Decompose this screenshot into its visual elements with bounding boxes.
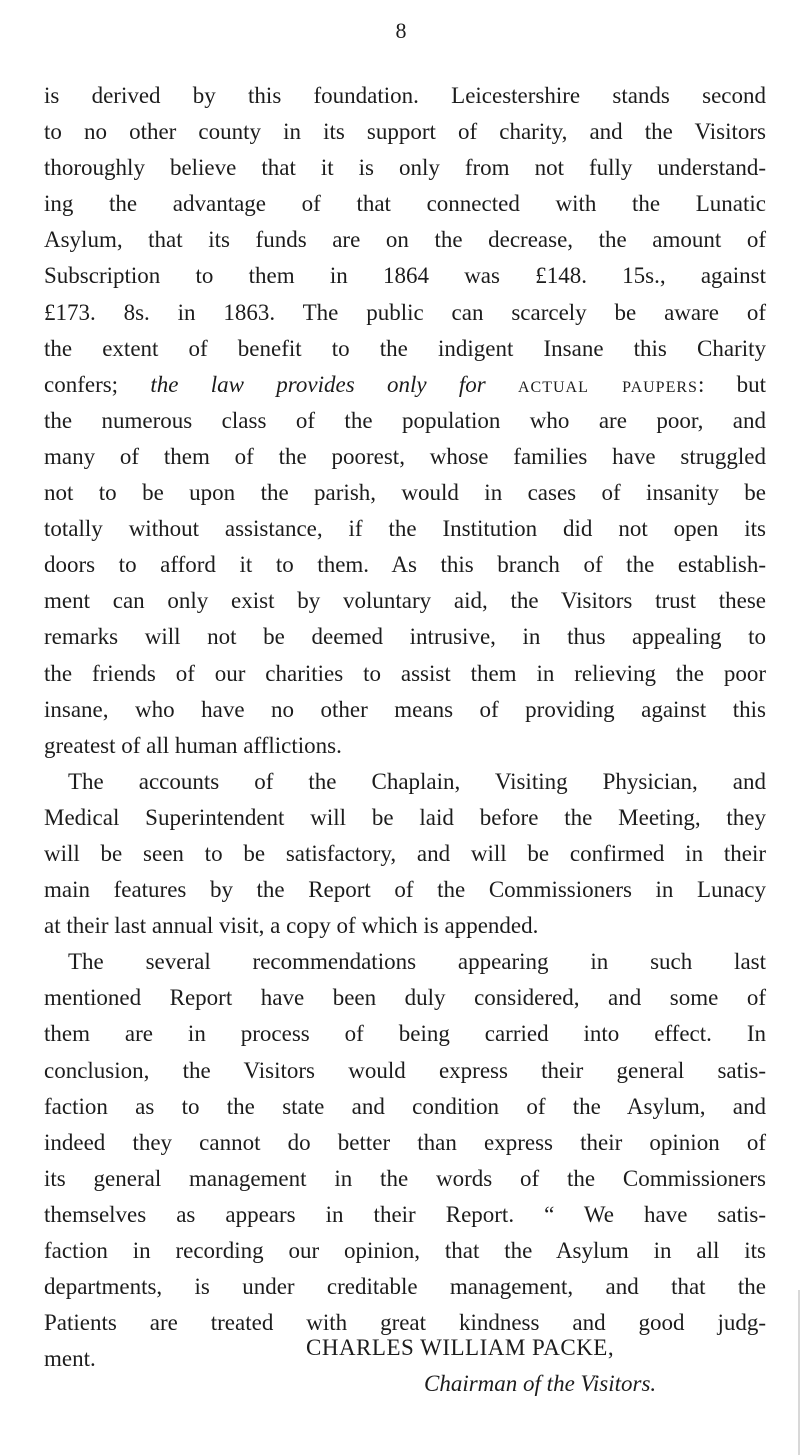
text-line: greatest of all human afflictions. — [44, 732, 342, 758]
text-line: at their last annual visit, a copy of which is appended. — [44, 913, 539, 939]
text-line: Patients are treated with great kindness and good judg- — [44, 1310, 766, 1336]
text-line: conclusion, the Visitors would express their general satis- — [44, 1057, 766, 1083]
report-body — [44, 78, 766, 1377]
text-line: insane, who have no other means of providing against this — [44, 696, 766, 722]
text-line: themselves as appears in their Report. “ We have satis- — [44, 1201, 766, 1227]
text-line: Medical Superintendent will be laid before the Meeting, they — [44, 804, 766, 830]
text-run: : but — [697, 371, 767, 397]
text-line: its general management in the words of the Commissioners — [44, 1165, 766, 1191]
page-number: 8 — [395, 18, 407, 43]
text-line: thoroughly believe that it is only from not fully understand- — [44, 155, 766, 181]
text-line: remarks will not be deemed intrusive, in thus appealing to — [44, 624, 766, 650]
text-line: Asylum, that its funds are on the decrease, the amount of — [44, 227, 766, 253]
text-line: not to be upon the parish, would in cases of insanity be — [44, 480, 766, 506]
text-line: faction in recording our opinion, that the Asylum in all its — [44, 1238, 766, 1263]
text-line: many of them of the poorest, whose families have struggled — [44, 443, 766, 469]
text-line: mentioned Report have been duly considered, and some of — [44, 985, 766, 1011]
text-line: will be seen to be satisfactory, and will be confirmed in their — [44, 840, 766, 866]
text-line: ment can only exist by voluntary aid, the Visitors trust these — [44, 588, 766, 614]
text-line: to no other county in its support of charity, and the Visitors — [44, 119, 766, 145]
text-line: is derived by this foundation. Leicestershire stands second — [44, 83, 766, 108]
text-run: confers; — [44, 371, 119, 397]
signatory-title: Chairman of the Visitors. — [424, 1371, 657, 1396]
text-line: departments, is under creditable management, and that the — [44, 1274, 766, 1300]
text-line: indeed they cannot do better than express their opinion of — [44, 1129, 766, 1155]
text-line: the friends of our charities to assist them in relieving the poor — [44, 660, 766, 686]
text-line: totally without assistance, if the Institution did not open its — [44, 516, 766, 542]
text-line: ment. — [44, 1346, 96, 1372]
small-caps-phrase: actual paupers — [517, 371, 698, 397]
signatory-name: CHARLES WILLIAM PACKE, — [306, 1335, 615, 1360]
text-line: doors to afford it to them. As this branch of the establish- — [44, 552, 766, 578]
text-line: The several recommendations appearing in such last — [68, 949, 766, 975]
text-line: ing the advantage of that connected with the Lunatic — [44, 191, 766, 217]
text-line: the extent of benefit to the indigent Insane this Charity — [44, 335, 766, 361]
text-line: £173. 8s. in 1863. The public can scarcely be aware of — [44, 299, 766, 325]
text-line: the numerous class of the population who are poor, and — [44, 407, 766, 433]
italic-phrase: the law provides only for — [150, 371, 486, 397]
text-line: The accounts of the Chaplain, Visiting Physician, and — [68, 768, 766, 794]
text-line: them are in process of being carried into effect. In — [44, 1021, 766, 1047]
text-line: faction as to the state and condition of the Asylum, and — [44, 1093, 766, 1119]
text-line: main features by the Report of the Commissioners in Lunacy — [44, 877, 766, 903]
text-line-emphasis — [44, 367, 766, 403]
signature-block — [0, 1330, 800, 1402]
text-line: Subscription to them in 1864 was £148. 15s., against — [44, 263, 766, 289]
